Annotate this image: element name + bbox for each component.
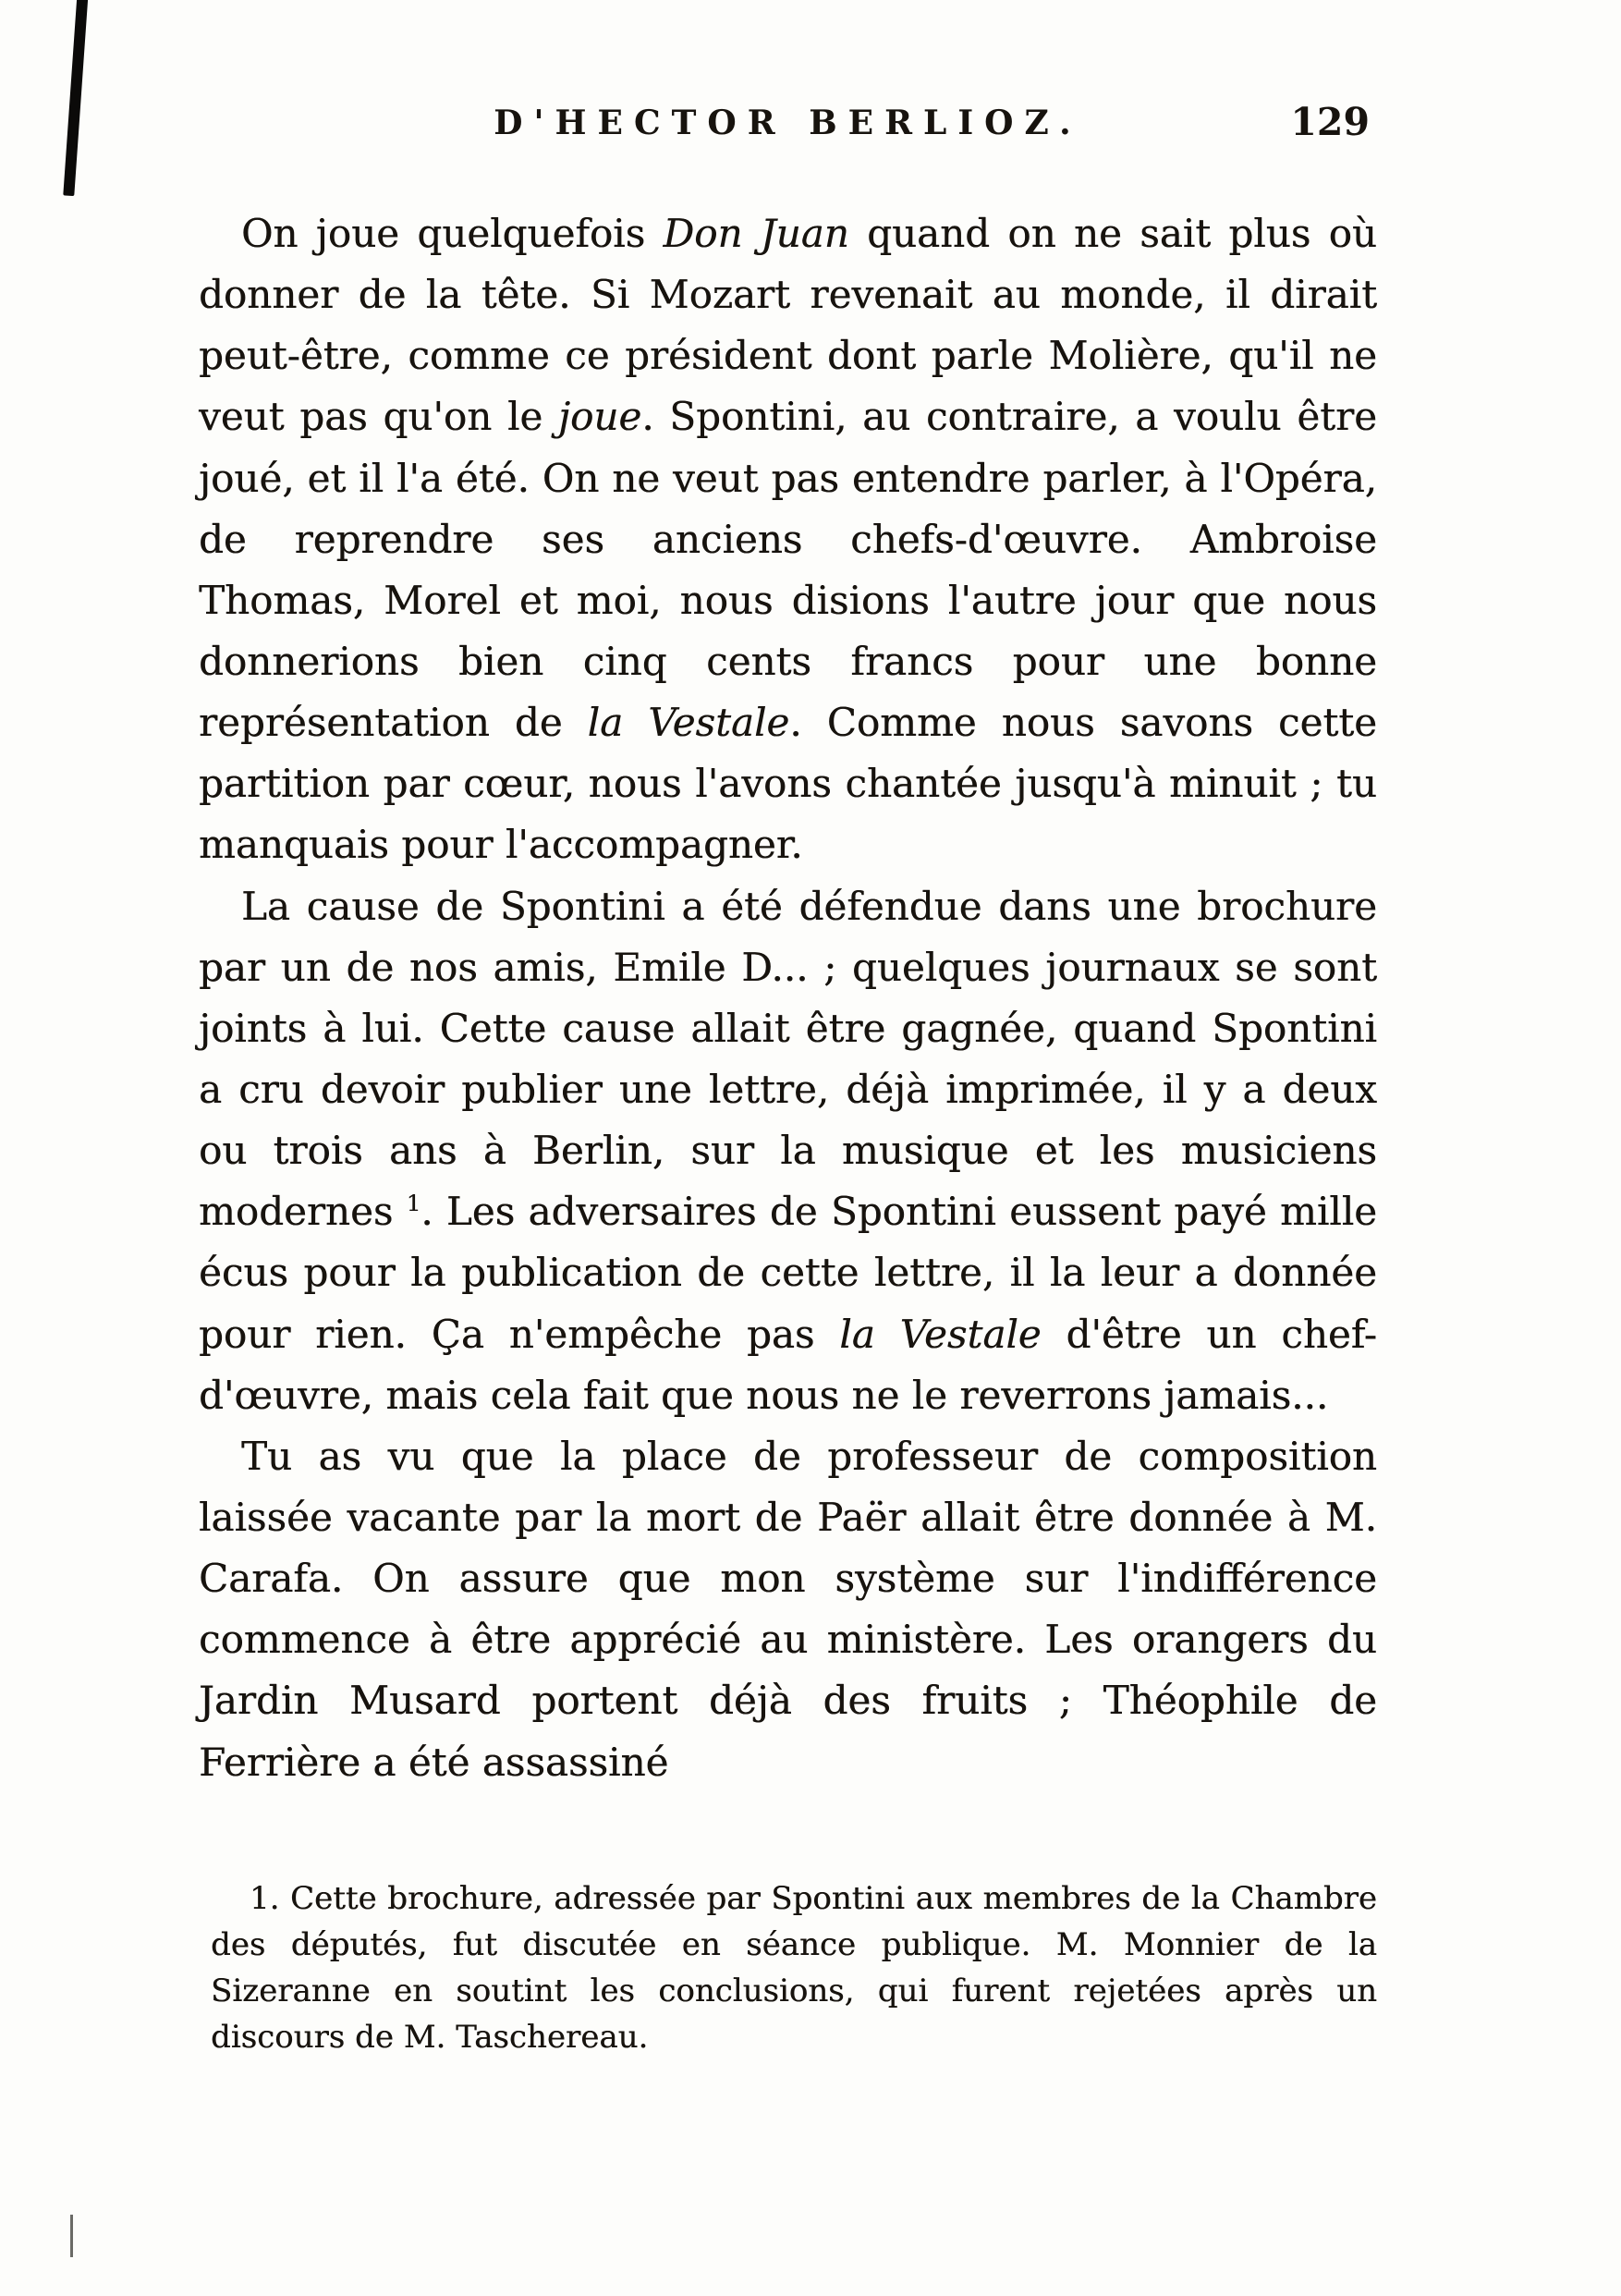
italic-text-run: la Vestale xyxy=(839,1311,1042,1357)
paragraph xyxy=(199,203,1377,876)
running-title: D'HECTOR BERLIOZ. xyxy=(494,104,1082,142)
body-text xyxy=(199,203,1377,1793)
text-run: . Comme nous savons cette partition par cœur, nous l'avons chantée jusqu'à minuit ; tu manquais pour l'accompagner. xyxy=(199,700,1377,868)
bottom-margin-tick xyxy=(70,2215,73,2257)
text-run: La cause de Spontini a été défendue dans une brochure par un de nos amis, Emile D... ; quelques journaux se sont joints à lui. Cette cause allait être gagnée, quand Spontini a cru devoir publier une lettre, déjà imprimée, il y a deux ou trois ans à Berlin, sur la musique et les musiciens modernes xyxy=(199,883,1377,1235)
text-run: quand on ne sait plus où donner de la tête. Si Mozart revenait au monde, il dirait peut-être, comme ce président dont parle Molière, qu'il ne veut pas qu'on le xyxy=(199,211,1377,440)
text-run: d'être un chef-d'œuvre, mais cela fait que nous ne le reverrons jamais... xyxy=(199,1311,1377,1418)
text-run: 1. Cette brochure, adressée par Spontini aux membres de la Chambre des députés, fut discutée en séance publique. M. Monnier de la Sizeranne en soutint les conclusions, qui furent rejetées après un discours de M. Taschereau. xyxy=(211,1879,1377,2056)
text-run: Tu as vu que la place de professeur de composition laissée vacante par la mort de Paër allait être donnée à M. Carafa. On assure que mon système sur l'indifférence commence à être apprécié au ministère. Les orangers du Jardin Musard portent déjà des fruits ; Théophile de Ferrière a été assassiné xyxy=(199,1433,1377,1785)
footnote xyxy=(211,1876,1377,2061)
paragraph xyxy=(199,1426,1377,1793)
italic-text-run: joue xyxy=(558,394,642,440)
italic-text-run: Don Juan xyxy=(663,211,849,256)
text-run: On joue quelquefois xyxy=(241,211,664,256)
page-header xyxy=(199,100,1377,161)
italic-text-run: la Vestale xyxy=(587,700,790,746)
page-number: 129 xyxy=(1290,100,1370,144)
footnote-reference: 1 xyxy=(406,1190,421,1217)
text-run: . Spontini, au contraire, a voulu être joué, et il l'a été. On ne veut pas entendre parler, à l'Opéra, de reprendre ses anciens chefs-d'œuvre. Ambroise Thomas, Morel et moi, nous disions l'autre jour que nous donnerions bien cinq cents francs pour une bonne représentation de xyxy=(199,394,1377,746)
paragraph xyxy=(199,876,1377,1426)
text-run: . Les adversaires de Spontini eussent payé mille écus pour la publication de cette lettre, il la leur a donnée pour rien. Ça n'empêche pas xyxy=(199,1189,1378,1357)
spine-binding-mark xyxy=(63,0,88,196)
footnote-paragraph xyxy=(211,1876,1377,2061)
